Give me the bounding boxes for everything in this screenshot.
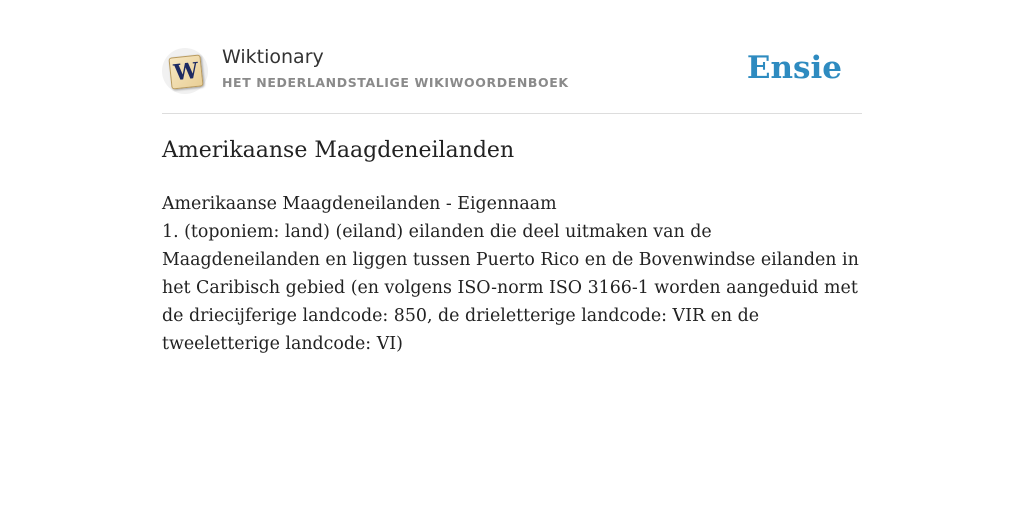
entry-definition: 1. (toponiem: land) (eiland) eilanden die deel uitmaken van de Maagdeneilanden en liggen tussen Puerto Rico en de Bovenwindse eilanden in het Caribisch gebied (en volgens ISO-norm ISO 3166-1 worden aangeduid met de driecijferige landcode: 850, de drieletterige landcode: VIR en de tweeletterige landcode: VI) — [162, 222, 859, 354]
site-header — [162, 46, 862, 94]
wiktionary-logo-icon[interactable] — [162, 48, 208, 94]
page-title: Amerikaanse Maagdeneilanden — [162, 138, 515, 163]
site-subtitle: HET NEDERLANDSTALIGE WIKIWOORDENBOEK — [222, 75, 569, 90]
ensie-link[interactable]: Ensie — [746, 50, 842, 86]
site-name[interactable]: Wiktionary — [222, 46, 324, 68]
entry-content — [162, 190, 867, 358]
entry-heading-line: Amerikaanse Maagdeneilanden - Eigennaam — [162, 194, 557, 214]
logo-tile: W — [168, 54, 203, 89]
header-divider — [162, 113, 862, 114]
